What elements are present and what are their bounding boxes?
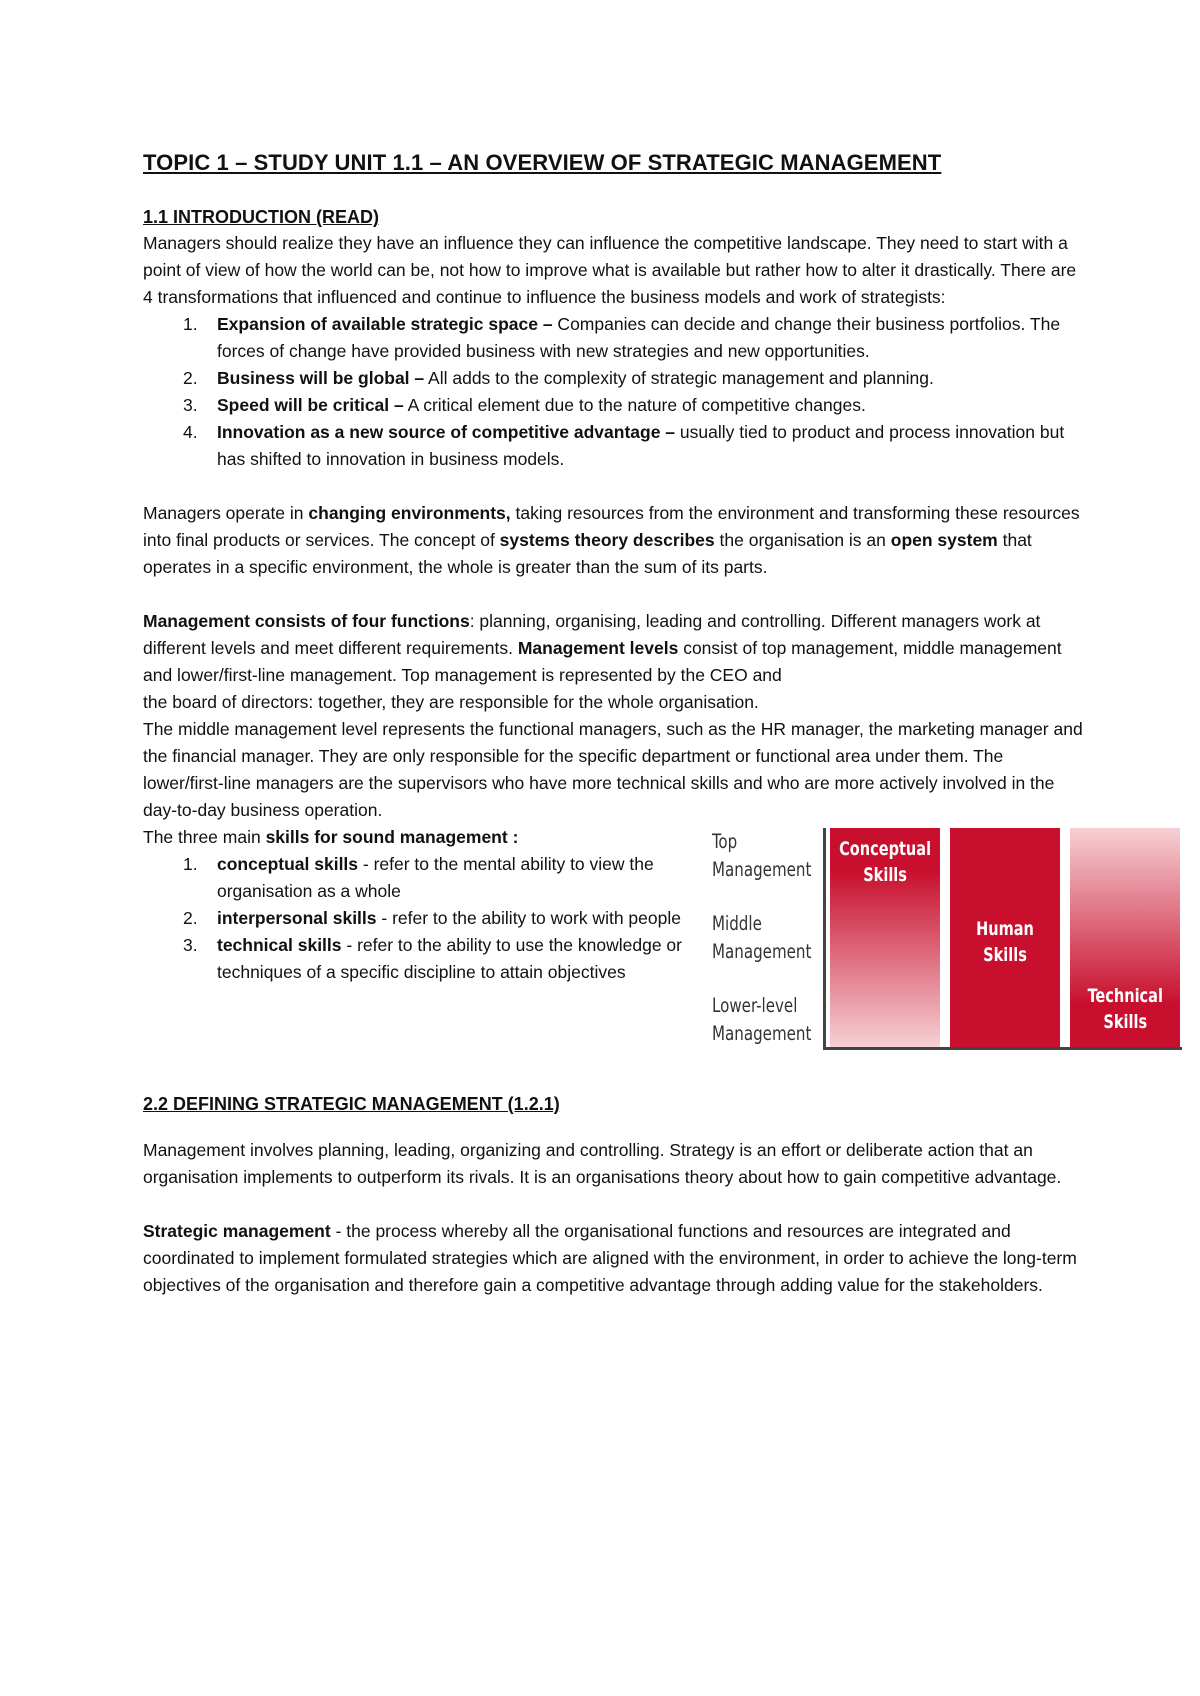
conceptual-skills-column — [830, 828, 940, 1047]
list-item-text: - refer to the mental ability to view the organisation as a whole — [217, 854, 654, 901]
functions-paragraph-line: the board of directors: together, they are responsible for the whole organisation. — [143, 692, 759, 712]
list-item-term: Expansion of available strategic space – — [217, 314, 553, 334]
section-heading-introduction: 1.1 INTRODUCTION (READ) — [143, 207, 380, 227]
list-item-text: A critical element due to the nature of competitive changes. — [403, 395, 866, 415]
list-item — [143, 932, 683, 986]
column-label-technical: Technical Skills — [1087, 985, 1163, 1033]
level-label-top: Top Management — [712, 830, 812, 881]
page-title: TOPIC 1 – STUDY UNIT 1.1 – AN OVERVIEW OF STRATEGIC MANAGEMENT — [143, 150, 942, 175]
list-item-text: - refer to the ability to use the knowledge or techniques of a specific discipline to attain objectives — [217, 935, 682, 982]
list-item-term: technical skills — [217, 935, 342, 955]
figure-axis-vertical — [823, 828, 826, 1049]
systems-paragraph: Managers operate in changing environments, taking resources from the environment and transforming these resources into final products or services. The concept of systems theory describes the organisation is an open system that operates in a specific environment, the whole is greater than the sum of its parts. — [143, 503, 1080, 577]
list-number: 3. — [183, 935, 198, 955]
skills-list-block — [143, 824, 683, 986]
list-item-term: Innovation as a new source of competitive advantage – — [217, 422, 676, 442]
list-item-term: Business will be global – — [217, 368, 425, 388]
list-item — [143, 905, 683, 932]
human-skills-column — [950, 828, 1060, 1047]
list-item-term: Speed will be critical – — [217, 395, 404, 415]
level-label-middle: Middle Management — [712, 912, 812, 963]
list-item-term: conceptual skills — [217, 854, 359, 874]
figure-axis-horizontal — [823, 1047, 1182, 1050]
list-number: 3. — [183, 395, 198, 415]
list-number: 1. — [183, 854, 198, 874]
list-item — [143, 392, 1083, 419]
list-number: 2. — [183, 908, 198, 928]
skills-section — [143, 824, 1163, 1067]
column-label-conceptual: Conceptual Skills — [839, 838, 931, 886]
skills-intro: The three main skills for sound management : — [143, 827, 519, 847]
list-item-term: interpersonal skills — [217, 908, 377, 928]
document-content — [143, 148, 1163, 1299]
list-item-text: - refer to the ability to work with people — [376, 908, 681, 928]
strategic-management-definition: Strategic management - the process whereby all the organisational functions and resources are integrated and coordinated to implement formulated strategies which are aligned with the environment, in order to achieve the long-term objectives of the organisation and therefore gain a competitive advantage through adding value for the stakeholders. — [143, 1221, 1077, 1295]
list-item-text: Companies can decide and change their business portfolios. The forces of change have provided business with new strategies and new opportunities. — [217, 314, 1061, 361]
transformations-list — [143, 311, 1083, 473]
functions-paragraph: Management consists of four functions: planning, organising, leading and controlling. Different managers work at different levels and meet different requirements. Management levels consist of top management, middle management and lower/first-line management. Top management is represented by the CEO and — [143, 611, 1062, 685]
defining-section — [143, 1091, 1083, 1299]
list-item — [143, 311, 1083, 365]
list-item — [143, 851, 683, 905]
skills-list — [143, 851, 683, 986]
column-label-human: Human Skills — [976, 918, 1034, 966]
section-heading-defining: 2.2 DEFINING STRATEGIC MANAGEMENT (1.2.1) — [143, 1094, 560, 1114]
middle-management-paragraph: The middle management level represents the functional managers, such as the HR manager, the marketing manager and the financial manager. They are only responsible for the specific department or functional area under them. The lower/first-line managers are the supervisors who have more technical skills and who are more actively involved in the day-to-day business operation. — [143, 719, 1083, 820]
management-skills-figure — [712, 828, 1182, 1060]
list-number: 1. — [183, 314, 198, 334]
list-number: 4. — [183, 422, 198, 442]
level-label-lower: Lower-level Management — [712, 994, 812, 1045]
list-number: 2. — [183, 368, 198, 388]
intro-paragraph: Managers should realize they have an influence they can influence the competitive landscape. They need to start with a point of view of how the world can be, not how to improve what is available but rather how to alter it drastically. There are 4 transformations that influenced and continue to influence the business models and work of strategists: — [143, 233, 1077, 307]
technical-skills-column — [1070, 828, 1180, 1047]
list-item-text: All adds to the complexity of strategic management and planning. — [424, 368, 934, 388]
management-definition-paragraph: Management involves planning, leading, organizing and controlling. Strategy is an effort or deliberate action that an organisation implements to outperform its rivals. It is an organisations theory about how to gain competitive advantage. — [143, 1140, 1062, 1187]
list-item — [143, 419, 1083, 473]
list-item-text: usually tied to product and process innovation but has shifted to innovation in business models. — [217, 422, 1065, 469]
list-item — [143, 365, 1083, 392]
